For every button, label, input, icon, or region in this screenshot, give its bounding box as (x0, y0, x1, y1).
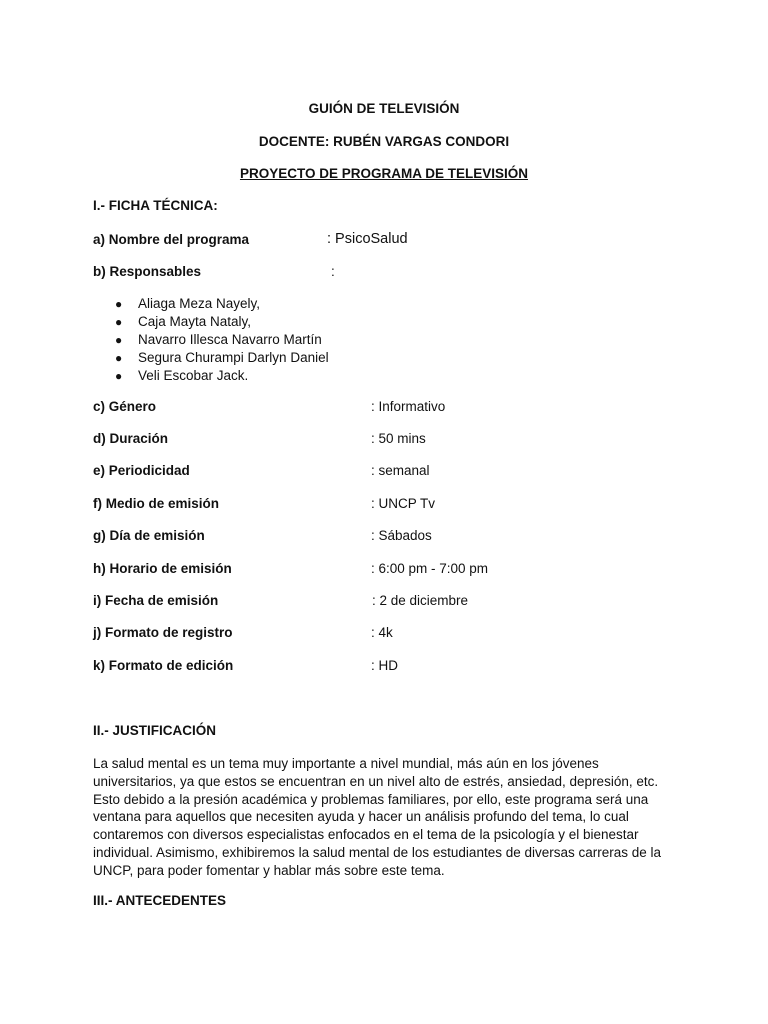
field-label-periodicidad: e) Periodicidad (93, 463, 190, 478)
field-value-formato-registro: : 4k (371, 625, 393, 640)
responsables-list (93, 295, 329, 385)
field-label-medio: f) Medio de emisión (93, 496, 220, 511)
list-item (93, 367, 329, 385)
project-title: PROYECTO DE PROGRAMA DE TELEVISIÓN (239, 166, 529, 181)
field-label-genero: c) Género (93, 399, 157, 414)
field-value-horario: : 6:00 pm - 7:00 pm (371, 561, 489, 576)
justification-paragraph: La salud mental es un tema muy importante a nivel mundial, más aún en los jóvenes universitarios, ya que estos se encuentran en un nivel alto de estrés, ansiedad, depresión, etc. Esto debido a la presión académica y problemas familiares, por ello, este programa será una ventana para aquellos que necesiten ayuda y hacer un análisis profundo del tema, lo cual contaremos con diversos especialistas enfocados en el tema de la psicología y el bienestar individual. Asimismo, exhibiremos la salud mental de los estudiantes de diversas carreras de la UNCP, para poder fomentar y hablar más sobre este tema. (93, 756, 662, 878)
list-item (93, 313, 329, 331)
bullet-icon: ● (115, 369, 123, 383)
field-value-formato-edicion: : HD (371, 658, 398, 673)
field-value-medio: : UNCP Tv (371, 496, 436, 511)
responsable-name: Veli Escobar Jack. (138, 368, 249, 383)
bullet-icon: ● (115, 333, 123, 347)
field-value-dia: : Sábados (371, 528, 432, 543)
list-item (93, 295, 329, 313)
bullet-icon: ● (115, 315, 123, 329)
section-2-heading: II.- JUSTIFICACIÓN (93, 723, 217, 738)
document-title: GUIÓN DE TELEVISIÓN (308, 101, 460, 116)
bullet-icon: ● (115, 297, 123, 311)
list-item (93, 349, 329, 367)
bullet-icon: ● (115, 351, 123, 365)
field-label-fecha: i) Fecha de emisión (93, 593, 219, 608)
responsable-name: Aliaga Meza Nayely, (138, 296, 261, 311)
field-label-horario: h) Horario de emisión (93, 561, 232, 576)
field-label-dia: g) Día de emisión (93, 528, 205, 543)
responsables-colon: : (331, 264, 335, 279)
responsable-name: Navarro Illesca Navarro Martín (138, 332, 322, 347)
teacher-line: DOCENTE: RUBÉN VARGAS CONDORI (258, 134, 510, 149)
responsables-label: b) Responsables (93, 264, 202, 279)
responsable-name: Caja Mayta Nataly, (138, 314, 252, 329)
field-value-duracion: : 50 mins (371, 431, 426, 446)
section-1-heading: I.- FICHA TÉCNICA: (93, 198, 218, 213)
section-3-heading: III.- ANTECEDENTES (93, 893, 227, 908)
field-label-formato-registro: j) Formato de registro (93, 625, 233, 640)
field-label-duracion: d) Duración (93, 431, 169, 446)
field-value-periodicidad: : semanal (371, 463, 430, 478)
list-item (93, 331, 329, 349)
field-label-formato-edicion: k) Formato de edición (93, 658, 234, 673)
responsable-name: Segura Churampi Darlyn Daniel (138, 350, 329, 365)
program-name-label: a) Nombre del programa (93, 232, 250, 247)
field-value-fecha: : 2 de diciembre (372, 593, 469, 608)
program-name-value: : PsicoSalud (327, 231, 408, 247)
field-value-genero: : Informativo (371, 399, 446, 414)
